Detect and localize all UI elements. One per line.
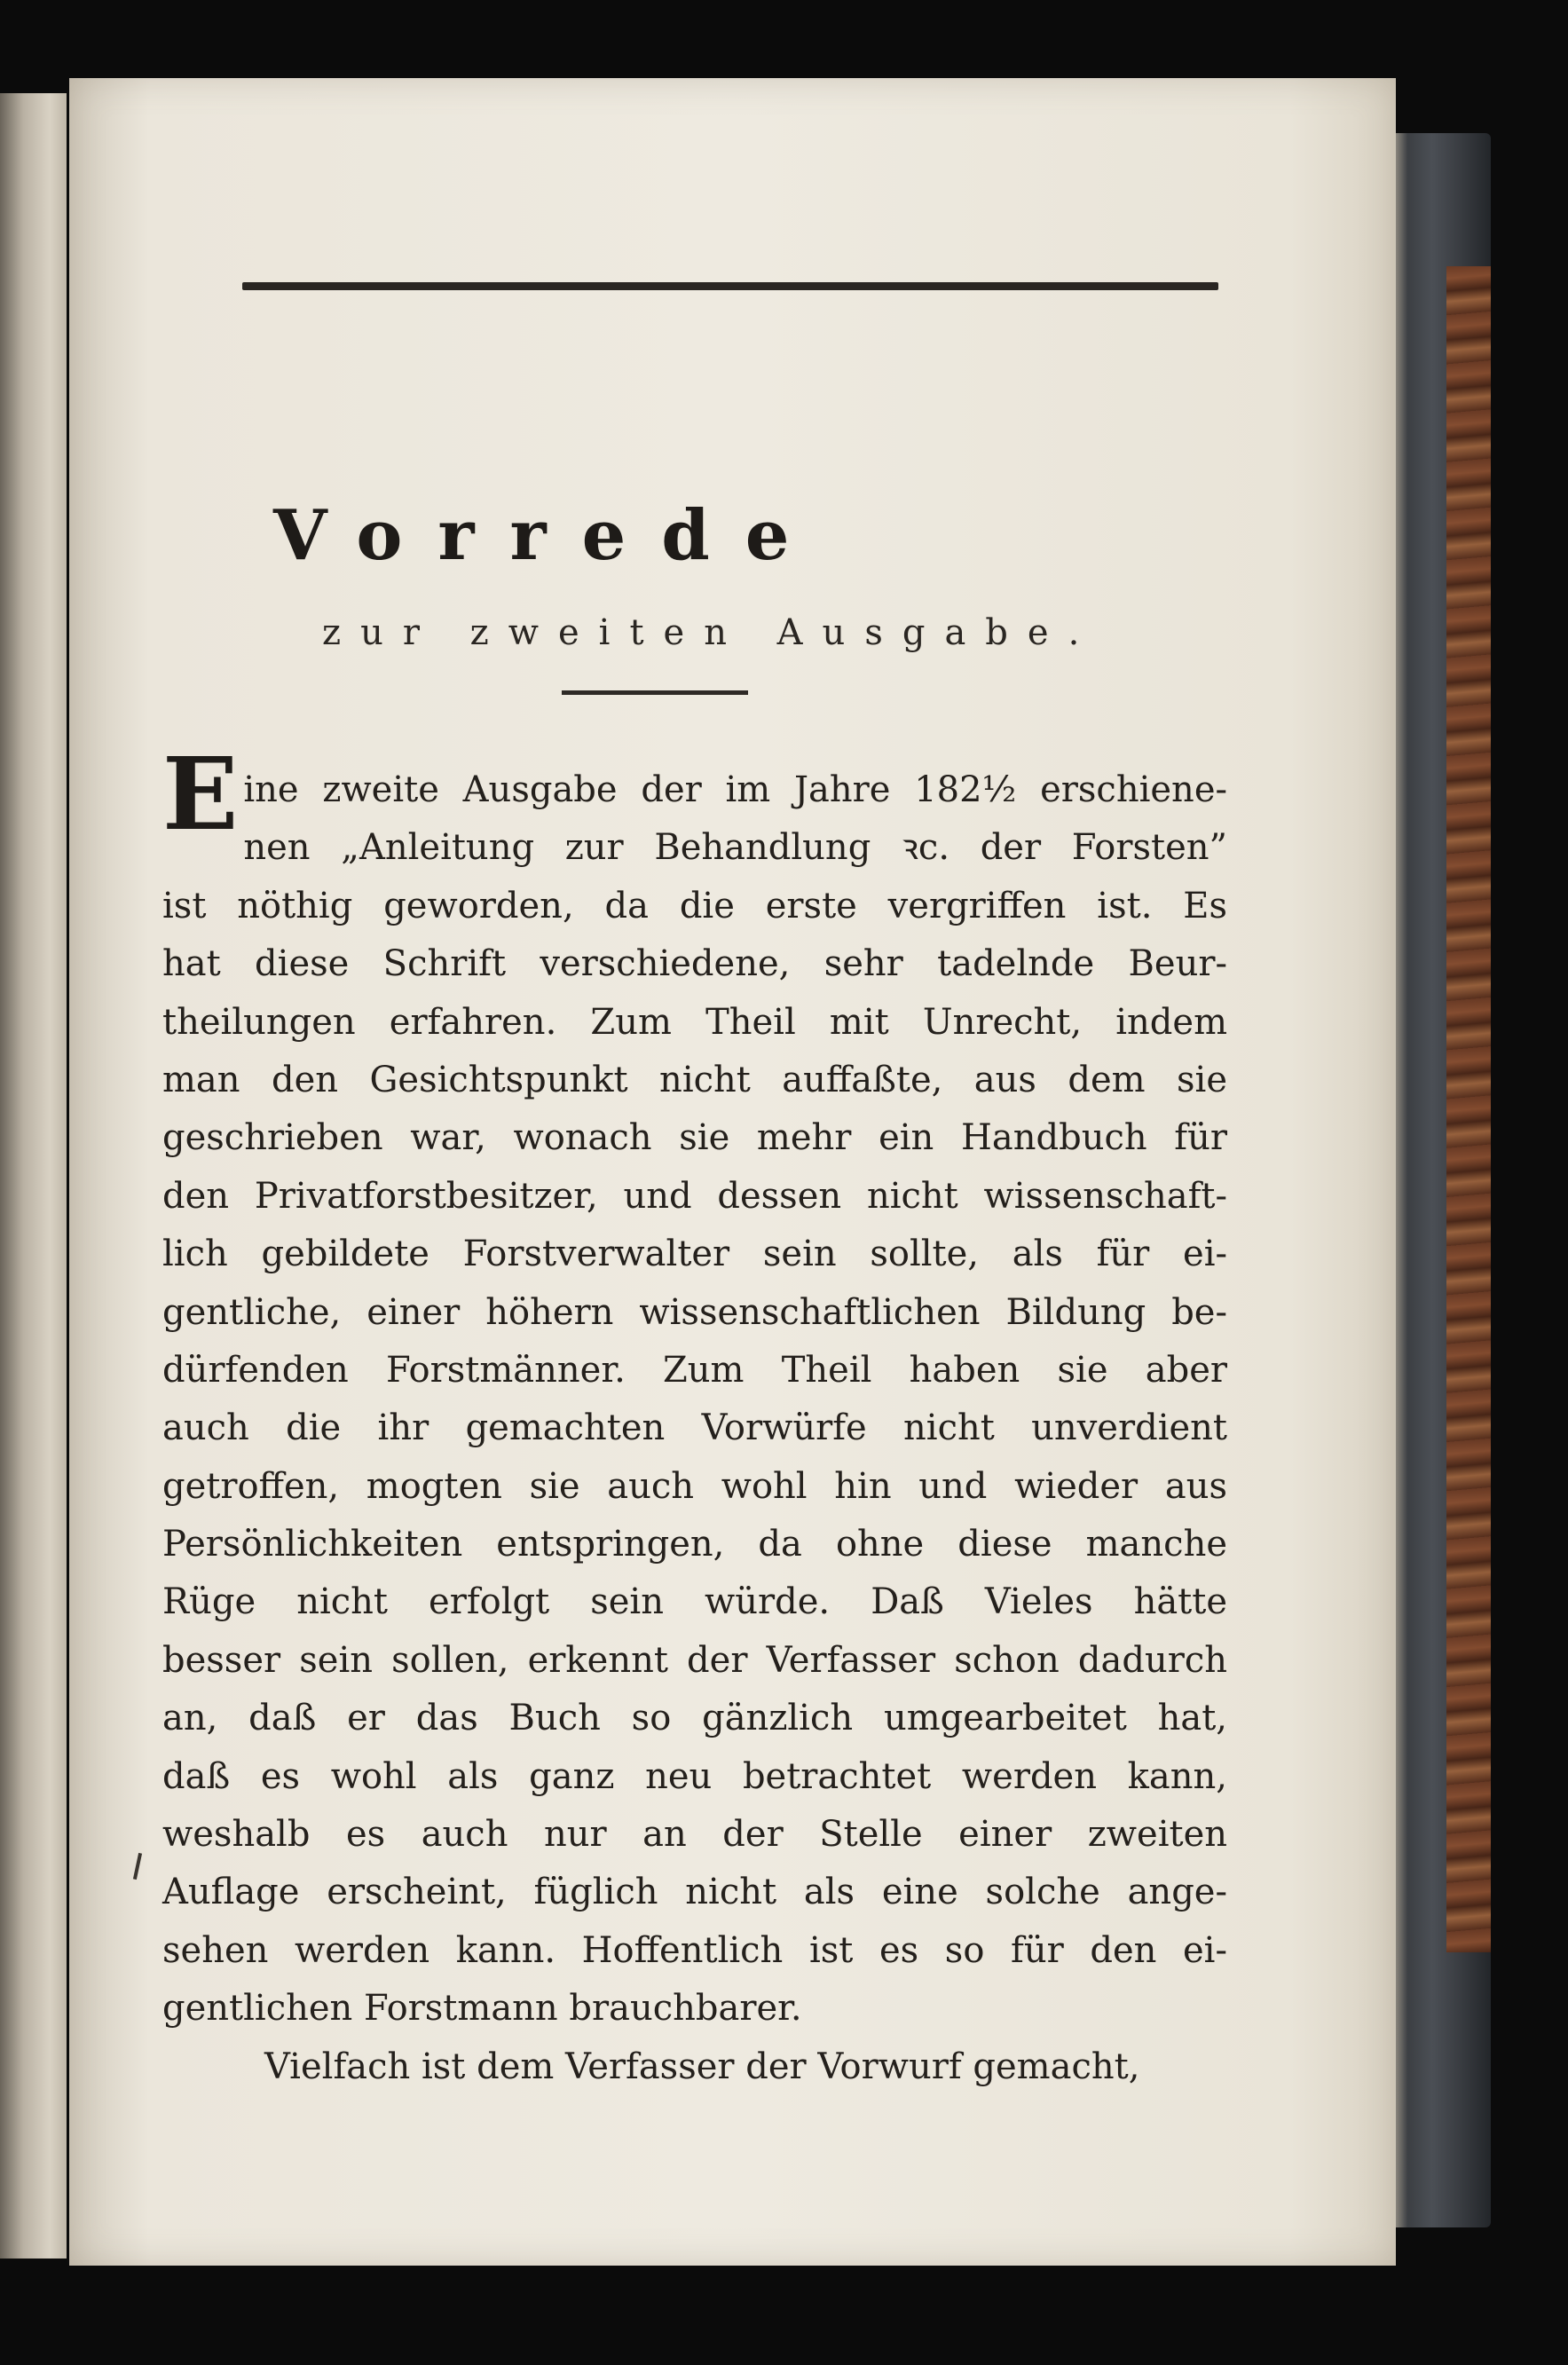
text-line: Eine zweite Ausgabe der im Jahre 182½ erschiene- [162,737,1227,853]
title-divider [562,690,748,695]
text-line: dürfenden Forstmänner. Zum Theil haben sie aber [162,1349,1227,1391]
text-line: Auflage erscheint, füglich nicht als eine solche ange- [162,1872,1227,1913]
text-line: Vielfach ist dem Verfasser der Vorwurf gemacht, [264,2046,1140,2087]
text-line: weshalb es auch nur an der Stelle einer zweiten [162,1814,1227,1856]
text-line: hat diese Schrift verschiedene, sehr tadelnde Beur- [162,943,1227,985]
text-line: Persönlichkeiten entspringen, da ohne diese manche [162,1524,1227,1565]
text-line: den Privatforstbesitzer, und dessen nicht wissenschaft- [162,1175,1227,1217]
text-line: man den Gesichtspunkt nicht auffaßte, aus dem sie [162,1059,1227,1100]
page-title: Vorrede [273,495,825,576]
text-line: nen „Anleitung zur Behandlung ꝛc. der Forsten” [243,827,1227,869]
text-line: auch die ihr gemachten Vorwürfe nicht unverdient [162,1407,1227,1449]
text-line: daß es wohl als ganz neu betrachtet werden kann, [162,1755,1227,1797]
text-line: gentlichen Forstmann brauchbarer. [162,1988,802,2030]
page-subtitle: zur zweiten Ausgabe. [322,612,1099,653]
text-line: theilungen erfahren. Zum Theil mit Unrecht, indem [162,1001,1227,1043]
text-line: besser sein sollen, erkennt der Verfasser schon dadurch [162,1639,1227,1681]
book-binding-edge [1384,133,1491,2227]
pencil-mark [133,1853,142,1880]
text-line: sehen werden kann. Hoffentlich ist es so für den ei- [162,1929,1227,1971]
text-line: gentliche, einer höhern wissenschaftlichen Bildung be- [162,1291,1227,1333]
text-line: lich gebildete Forstverwalter sein sollte, als für ei- [162,1234,1227,1275]
body-text [162,737,1227,2096]
text-line: geschrieben war, wonach sie mehr ein Handbuch für [162,1117,1227,1159]
drop-cap: E [162,737,239,853]
text-line: ist nöthig geworden, da die erste vergriffen ist. Es [162,885,1227,926]
book-page [69,78,1396,2266]
top-rule [242,282,1218,290]
text-line: an, daß er das Buch so gänzlich umgearbeitet hat, [162,1698,1227,1739]
previous-page-edge [0,93,67,2259]
text-line: getroffen, mogten sie auch wohl hin und wieder aus [162,1465,1227,1507]
text-line: Rüge nicht erfolgt sein würde. Daß Vieles hätte [162,1581,1227,1623]
